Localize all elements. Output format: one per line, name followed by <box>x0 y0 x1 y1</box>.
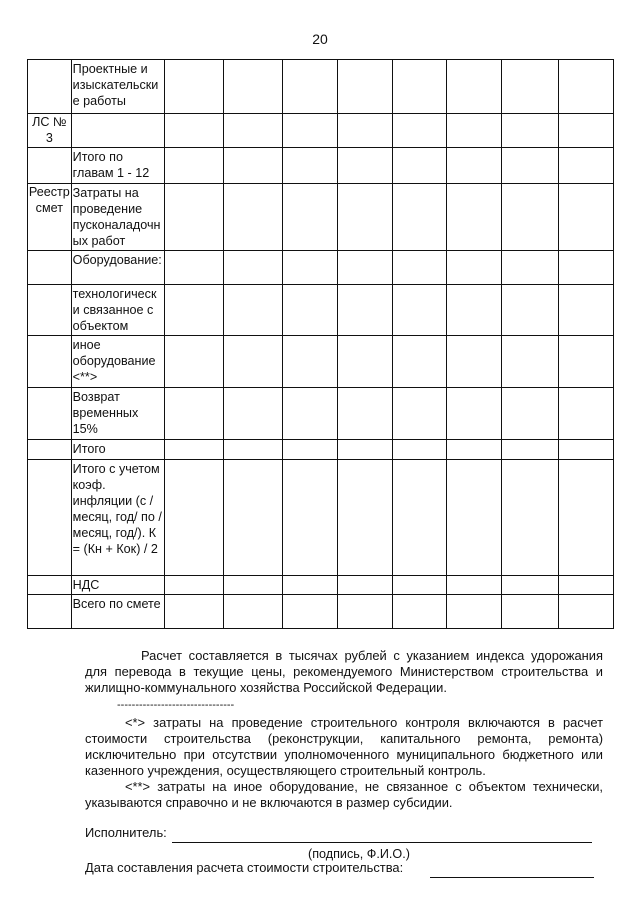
date-line[interactable] <box>430 877 594 878</box>
value-cell[interactable] <box>392 251 447 285</box>
value-cell[interactable] <box>282 114 337 148</box>
value-cell[interactable] <box>559 285 614 336</box>
footnote-construction-control: <*> затраты на проведение строительного контроля включаются в расчет стоимости строительства (реконструкции, капитального ремонта, ремонта) исключительно при отсутствии уполномоченного муниципального бюджетного или казенного учреждения, осуществляющего строительный контроль. <box>85 715 603 778</box>
value-cell[interactable] <box>502 440 559 460</box>
value-cell[interactable] <box>165 148 224 184</box>
row-code-cell: Реестр смет <box>28 184 72 251</box>
calculation-note: Расчет составляется в тысячах рублей с указанием индекса удорожания для перевода в текущие цены, рекомендуемого Министерством строительства и жилищно-коммунального хозяйства Российской Федерации. <box>85 648 603 695</box>
value-cell[interactable] <box>165 595 224 629</box>
value-cell[interactable] <box>559 148 614 184</box>
estimate-table <box>27 59 614 629</box>
value-cell[interactable] <box>559 60 614 114</box>
value-cell[interactable] <box>165 388 224 440</box>
value-cell[interactable] <box>223 251 282 285</box>
value-cell[interactable] <box>223 336 282 388</box>
signature-hint: (подпись, Ф.И.О.) <box>308 847 410 861</box>
value-cell[interactable] <box>502 60 559 114</box>
value-cell[interactable] <box>337 388 392 440</box>
table-row <box>28 595 614 629</box>
value-cell[interactable] <box>337 595 392 629</box>
value-cell[interactable] <box>502 184 559 251</box>
value-cell[interactable] <box>223 440 282 460</box>
value-cell[interactable] <box>165 336 224 388</box>
row-label-cell: Итого с учетом коэф. инфляции (с / месяц, год/ по /месяц, год/). К = (Кн + Кок) / 2 <box>71 460 164 576</box>
value-cell[interactable] <box>282 251 337 285</box>
table-row <box>28 460 614 576</box>
row-label-cell: Возврат временных 15% <box>71 388 164 440</box>
value-cell[interactable] <box>337 460 392 576</box>
row-label-cell: Проектные и изыскательские работы <box>71 60 164 114</box>
row-label-cell: иное оборудование <**> <box>71 336 164 388</box>
value-cell[interactable] <box>447 388 502 440</box>
value-cell[interactable] <box>559 184 614 251</box>
value-cell[interactable] <box>559 388 614 440</box>
table-row <box>28 388 614 440</box>
value-cell[interactable] <box>337 184 392 251</box>
value-cell[interactable] <box>337 285 392 336</box>
value-cell[interactable] <box>223 184 282 251</box>
value-cell[interactable] <box>559 114 614 148</box>
value-cell[interactable] <box>337 148 392 184</box>
value-cell[interactable] <box>165 184 224 251</box>
footnote-separator: -------------------------------- <box>117 699 235 711</box>
value-cell[interactable] <box>447 440 502 460</box>
value-cell[interactable] <box>447 595 502 629</box>
value-cell[interactable] <box>447 60 502 114</box>
value-cell[interactable] <box>165 576 224 595</box>
value-cell[interactable] <box>447 285 502 336</box>
value-cell[interactable] <box>447 576 502 595</box>
value-cell[interactable] <box>392 576 447 595</box>
row-code-cell <box>28 388 72 440</box>
value-cell[interactable] <box>392 114 447 148</box>
value-cell[interactable] <box>447 336 502 388</box>
row-label-cell: Итого по главам 1 - 12 <box>71 148 164 184</box>
value-cell[interactable] <box>392 184 447 251</box>
value-cell[interactable] <box>502 336 559 388</box>
table-row <box>28 285 614 336</box>
table-row <box>28 440 614 460</box>
value-cell[interactable] <box>447 114 502 148</box>
value-cell[interactable] <box>392 148 447 184</box>
table-row <box>28 576 614 595</box>
value-cell[interactable] <box>223 114 282 148</box>
row-label-cell: Оборудование: <box>71 251 164 285</box>
value-cell[interactable] <box>502 576 559 595</box>
table-row <box>28 114 614 148</box>
value-cell[interactable] <box>559 440 614 460</box>
row-label-cell: НДС <box>71 576 164 595</box>
row-code-cell <box>28 251 72 285</box>
value-cell[interactable] <box>165 251 224 285</box>
value-cell[interactable] <box>282 184 337 251</box>
date-label: Дата составления расчета стоимости строительства: <box>85 860 404 875</box>
footnote-other-equipment: <**> затраты на иное оборудование, не связанное с объектом технически, указываются справочно и не включаются в размер субсидии. <box>85 779 603 810</box>
row-label-cell <box>71 114 164 148</box>
value-cell[interactable] <box>502 251 559 285</box>
value-cell[interactable] <box>282 388 337 440</box>
table-row <box>28 184 614 251</box>
value-cell[interactable] <box>223 388 282 440</box>
row-code-cell <box>28 576 72 595</box>
value-cell[interactable] <box>559 460 614 576</box>
value-cell[interactable] <box>337 576 392 595</box>
value-cell[interactable] <box>447 184 502 251</box>
value-cell[interactable] <box>337 440 392 460</box>
value-cell[interactable] <box>447 148 502 184</box>
value-cell[interactable] <box>282 285 337 336</box>
value-cell[interactable] <box>559 336 614 388</box>
value-cell[interactable] <box>502 114 559 148</box>
value-cell[interactable] <box>559 595 614 629</box>
value-cell[interactable] <box>282 576 337 595</box>
row-code-cell <box>28 460 72 576</box>
executor-label: Исполнитель: <box>85 825 167 840</box>
value-cell[interactable] <box>223 148 282 184</box>
value-cell[interactable] <box>223 60 282 114</box>
executor-signature-line[interactable] <box>172 842 592 843</box>
value-cell[interactable] <box>282 336 337 388</box>
value-cell[interactable] <box>337 336 392 388</box>
value-cell[interactable] <box>502 460 559 576</box>
value-cell[interactable] <box>223 460 282 576</box>
row-label-cell: Всего по смете <box>71 595 164 629</box>
value-cell[interactable] <box>337 60 392 114</box>
value-cell[interactable] <box>337 251 392 285</box>
row-code-cell: ЛС № 3 <box>28 114 72 148</box>
value-cell[interactable] <box>392 595 447 629</box>
value-cell[interactable] <box>502 148 559 184</box>
row-code-cell <box>28 148 72 184</box>
row-label-cell: Затраты на проведение пусконаладочных работ <box>71 184 164 251</box>
value-cell[interactable] <box>165 114 224 148</box>
row-label-cell: Итого <box>71 440 164 460</box>
value-cell[interactable] <box>282 440 337 460</box>
value-cell[interactable] <box>282 460 337 576</box>
value-cell[interactable] <box>337 114 392 148</box>
table-row <box>28 148 614 184</box>
row-code-cell <box>28 60 72 114</box>
value-cell[interactable] <box>392 388 447 440</box>
table-row <box>28 60 614 114</box>
value-cell[interactable] <box>223 285 282 336</box>
table-row <box>28 251 614 285</box>
value-cell[interactable] <box>392 460 447 576</box>
row-code-cell <box>28 336 72 388</box>
value-cell[interactable] <box>282 60 337 114</box>
value-cell[interactable] <box>223 595 282 629</box>
value-cell[interactable] <box>447 460 502 576</box>
value-cell[interactable] <box>282 148 337 184</box>
value-cell[interactable] <box>165 60 224 114</box>
value-cell[interactable] <box>282 595 337 629</box>
row-label-cell: технологически связанное с объектом <box>71 285 164 336</box>
value-cell[interactable] <box>559 576 614 595</box>
value-cell[interactable] <box>392 60 447 114</box>
value-cell[interactable] <box>559 251 614 285</box>
value-cell[interactable] <box>165 440 224 460</box>
row-code-cell <box>28 440 72 460</box>
value-cell[interactable] <box>392 440 447 460</box>
row-code-cell <box>28 285 72 336</box>
page-number: 20 <box>312 31 328 47</box>
value-cell[interactable] <box>392 285 447 336</box>
row-code-cell <box>28 595 72 629</box>
value-cell[interactable] <box>223 576 282 595</box>
value-cell[interactable] <box>165 285 224 336</box>
value-cell[interactable] <box>165 460 224 576</box>
value-cell[interactable] <box>502 388 559 440</box>
value-cell[interactable] <box>447 251 502 285</box>
table-row <box>28 336 614 388</box>
value-cell[interactable] <box>392 336 447 388</box>
value-cell[interactable] <box>502 595 559 629</box>
value-cell[interactable] <box>502 285 559 336</box>
